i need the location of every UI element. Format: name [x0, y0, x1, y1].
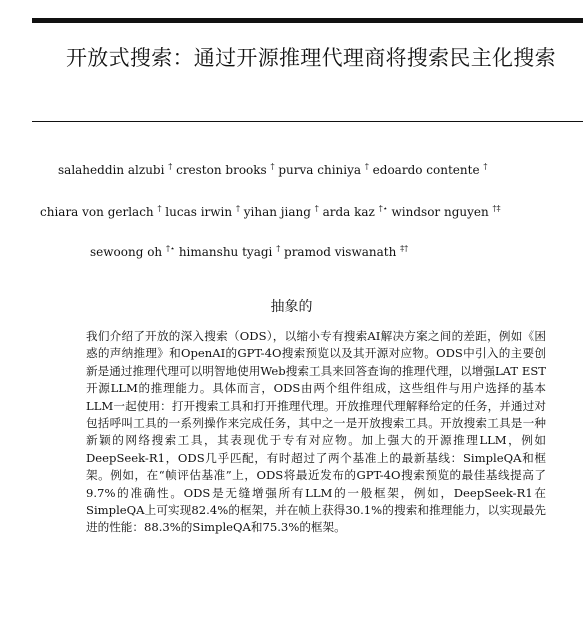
author-name: chiara von gerlach: [40, 205, 158, 219]
affiliation-mark: †‡: [492, 204, 501, 213]
author-name: windsor nguyen: [391, 205, 493, 219]
top-rule: [32, 18, 583, 23]
affiliation-mark: †⋆: [165, 244, 175, 253]
affiliation-mark: †: [168, 162, 173, 171]
author-name: edoardo contente: [372, 163, 484, 177]
author-name: yihan jiang: [243, 205, 315, 219]
affiliation-mark: †: [364, 162, 369, 171]
affiliation-mark: †: [157, 204, 162, 213]
affiliation-mark: †⋆: [378, 204, 388, 213]
affiliation-mark: †: [276, 244, 281, 253]
author-name: purva chiniya: [278, 163, 365, 177]
author-line-1: [58, 162, 487, 177]
author-name: creston brooks: [176, 163, 271, 177]
author-line-2: [40, 204, 501, 219]
affiliation-mark: †: [235, 204, 240, 213]
author-name: pramod viswanath: [284, 245, 401, 259]
abstract-text: 我们介绍了开放的深入搜索（ODS），以缩小专有搜索AI解决方案之间的差距，例如《困惑的声纳推理》和OpenAI的GPT-4O搜索预览以及其开源对应物。ODS中引入的主要创新是通过推理代理可以明智地使用Web搜索工具来回答查询的推理代理，以增强LAT EST开源LLM的推理能力。具体而言，ODS由两个组件组成，这些组件与用户选择的基本LLM一起使用：打开搜索工具和打开推理代理。开放推理代理解释给定的任务，并通过对包括呼叫工具的一系列操作来完成任务，其中之一是开放搜索工具。开放搜索工具是一种新颖的网络搜索工具，其表现优于专有对应物。加上强大的开源推理LLM，例如DeepSeek-R1，ODS几乎匹配，有时超过了两个基准上的最新基线：SimpleQA和框架。例如，在“帧评估基准”上，ODS将最近发布的GPT-4O搜索预览的最佳基线提高了9.7%的准确性。ODS是无缝增强所有LLM的一般框架，例如，DeepSeek-R1在SimpleQA上可实现82.4%的框架，并在帧上获得30.1%的搜索和推理能力，以实现最先进的性能：88.3%的SimpleQA和75.3%的框架。: [86, 329, 546, 535]
author-name: lucas irwin: [165, 205, 236, 219]
paper-title: 开放式搜索：通过开源推理代理商将搜索民主化搜索: [66, 46, 556, 70]
affiliation-mark: †: [314, 204, 319, 213]
author-line-3: [90, 244, 408, 259]
author-name: himanshu tyagi: [178, 245, 277, 259]
author-name: salaheddin alzubi: [58, 163, 169, 177]
affiliation-mark: †: [483, 162, 488, 171]
affiliation-mark: ‡†: [400, 244, 409, 253]
title-divider: [32, 121, 583, 122]
affiliation-mark: †: [270, 162, 275, 171]
abstract-heading: 抽象的: [270, 299, 313, 315]
author-name: sewoong oh: [90, 245, 166, 259]
author-name: arda kaz: [322, 205, 379, 219]
